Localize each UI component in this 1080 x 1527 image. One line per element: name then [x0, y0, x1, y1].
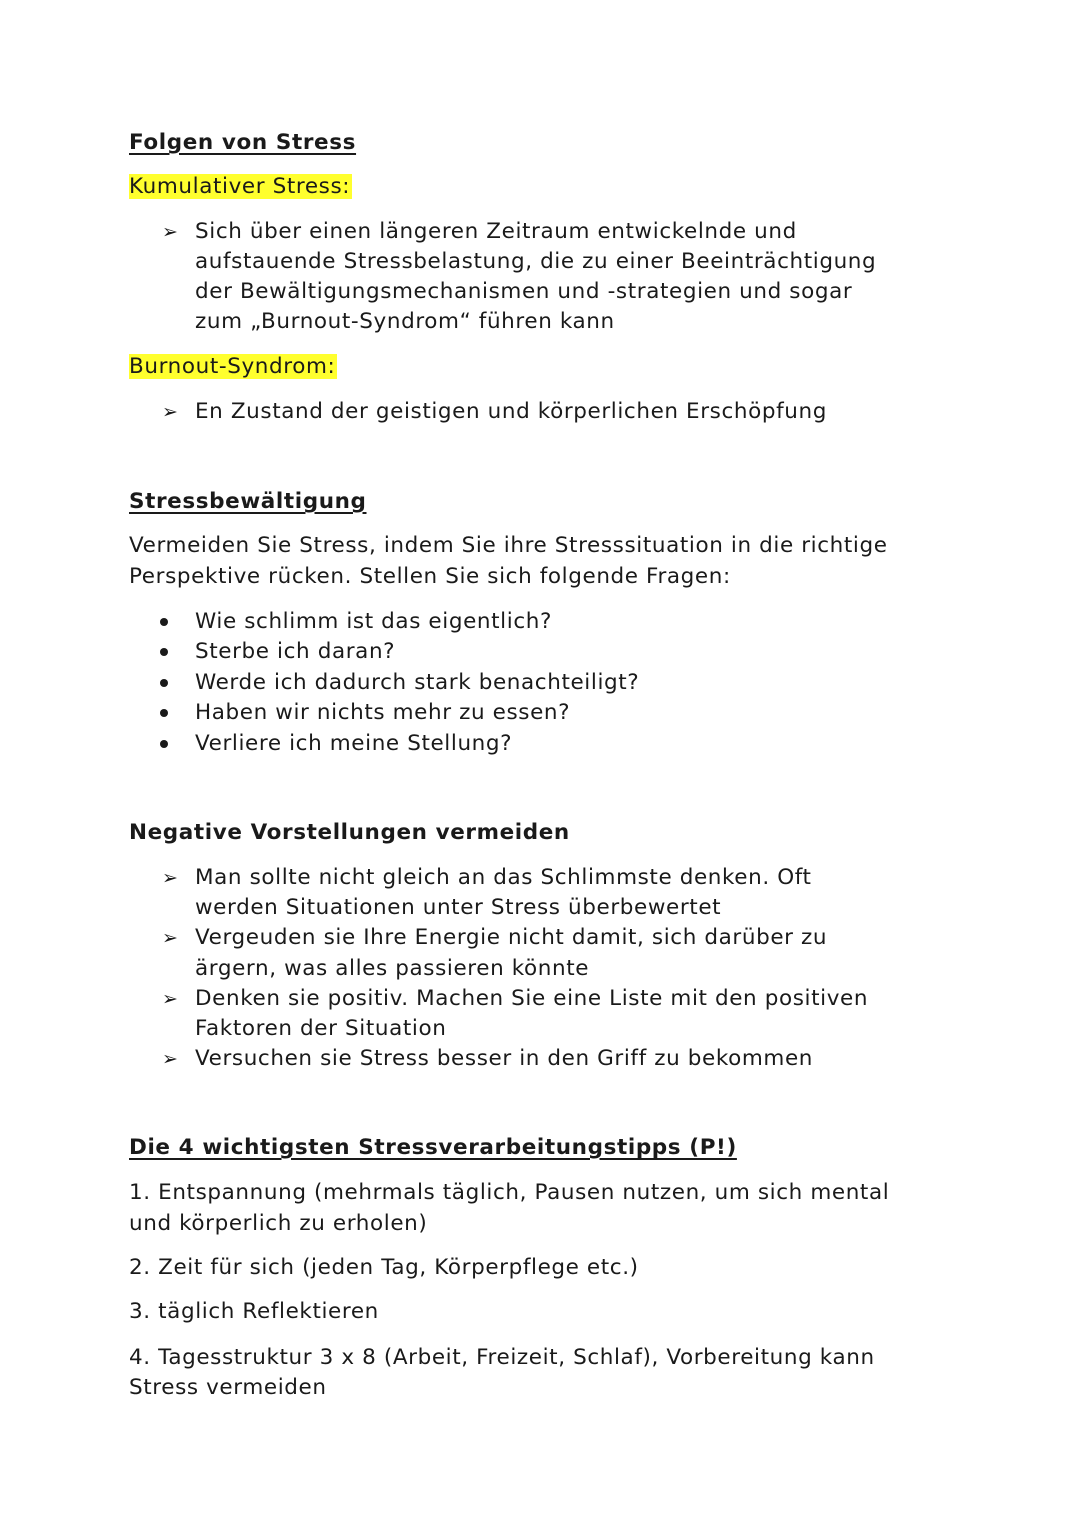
highlight-kumulativ: Kumulativer Stress:	[129, 174, 351, 199]
tipp-line: 3. täglich Reflektieren	[129, 1299, 379, 1324]
arrow-bullet-icon: ➢	[162, 1048, 178, 1070]
tipp-line: 2. Zeit für sich (jeden Tag, Körperpflege etc.)	[129, 1255, 639, 1280]
bullet-dot-icon	[160, 679, 168, 687]
negativ-line: Vergeuden sie Ihre Energie nicht damit, sich darüber zu	[195, 925, 828, 950]
question-item: Verliere ich meine Stellung?	[195, 731, 513, 756]
burnout-line: En Zustand der geistigen und körperlichen Erschöpfung	[195, 399, 828, 424]
kumulativ-line: aufstauende Stressbelastung, die zu einer Beeinträchtigung	[195, 249, 877, 274]
tipp-line: 4. Tagesstruktur 3 x 8 (Arbeit, Freizeit, Schlaf), Vorbereitung kann	[129, 1345, 875, 1370]
negativ-line: Versuchen sie Stress besser in den Griff zu bekommen	[195, 1046, 814, 1071]
bullet-dot-icon	[160, 618, 168, 626]
negativ-line: Faktoren der Situation	[195, 1016, 447, 1041]
label-burnout	[129, 352, 337, 382]
negativ-line: Denken sie positiv. Machen Sie eine Liste mit den positiven	[195, 986, 869, 1011]
arrow-bullet-icon: ➢	[162, 988, 178, 1010]
arrow-bullet-icon: ➢	[162, 221, 178, 243]
tipp-line: 1. Entspannung (mehrmals täglich, Pausen nutzen, um sich mental	[129, 1180, 890, 1205]
section-title-tipps: Die 4 wichtigsten Stressverarbeitungstipps (P!)	[129, 1135, 737, 1160]
bullet-dot-icon	[160, 740, 168, 748]
question-item: Wie schlimm ist das eigentlich?	[195, 609, 552, 634]
highlight-burnout: Burnout-Syndrom:	[129, 354, 336, 379]
tipp-line: und körperlich zu erholen)	[129, 1211, 428, 1236]
negativ-line: Man sollte nicht gleich an das Schlimmste denken. Oft	[195, 865, 812, 890]
section-title-bewaeltigung: Stressbewältigung	[129, 489, 367, 514]
section-title-folgen: Folgen von Stress	[129, 130, 357, 155]
bullet-dot-icon	[160, 709, 168, 717]
label-kumulativ	[129, 172, 352, 202]
kumulativ-line: Sich über einen längeren Zeitraum entwickelnde und	[195, 219, 797, 244]
question-item: Sterbe ich daran?	[195, 639, 396, 664]
question-item: Haben wir nichts mehr zu essen?	[195, 700, 571, 725]
tipp-line: Stress vermeiden	[129, 1375, 327, 1400]
negativ-line: ärgern, was alles passieren könnte	[195, 956, 590, 981]
negativ-line: werden Situationen unter Stress überbewertet	[195, 895, 722, 920]
intro-line: Perspektive rücken. Stellen Sie sich folgende Fragen:	[129, 564, 731, 589]
kumulativ-line: der Bewältigungsmechanismen und -strategien und sogar	[195, 279, 853, 304]
section-title-negativ: Negative Vorstellungen vermeiden	[129, 820, 570, 845]
question-item: Werde ich dadurch stark benachteiligt?	[195, 670, 640, 695]
intro-line: Vermeiden Sie Stress, indem Sie ihre Stresssituation in die richtige	[129, 533, 888, 558]
bullet-dot-icon	[160, 648, 168, 656]
arrow-bullet-icon: ➢	[162, 927, 178, 949]
arrow-bullet-icon: ➢	[162, 401, 178, 423]
kumulativ-line: zum „Burnout-Syndrom“ führen kann	[195, 309, 615, 334]
arrow-bullet-icon: ➢	[162, 867, 178, 889]
